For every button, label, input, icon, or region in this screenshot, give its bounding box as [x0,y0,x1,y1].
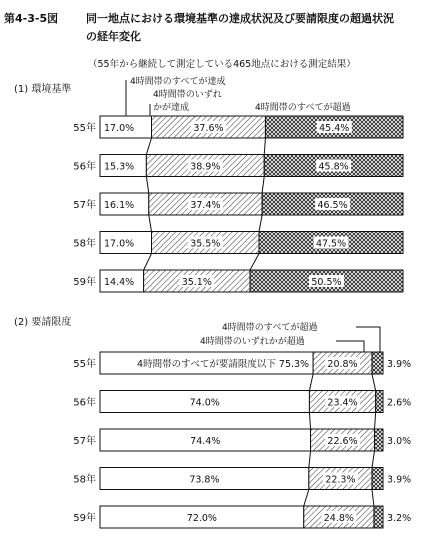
figure-title-line1: 同一地点における環境基準の達成状況及び要請限度の超過状況 [86,12,394,25]
data-label: 45.8% [318,161,349,173]
data-label: 2.6% [387,397,412,409]
data-label: 3.0% [387,436,412,447]
bar-segment [374,506,383,528]
section1-bars [73,116,403,292]
category-label: 59年 [73,277,96,288]
figure-title-line2: の経年変化 [86,30,141,43]
data-label: 73.8% [189,474,220,486]
connector-line [149,215,152,232]
data-label: 15.3% [104,161,135,173]
data-label: 3.9% [387,359,412,370]
data-label: 24.8% [323,513,354,524]
data-label: 3.9% [387,474,412,486]
bar-segment [375,429,383,451]
data-label: 35.1% [181,277,212,288]
data-label: 37.6% [193,123,224,134]
data-label: 3.2% [387,513,412,524]
legend1-s0: 4時間帯のすべてが達成 [130,77,226,87]
legend2-s2: 4時間帯のすべてが超過 [222,323,318,333]
data-label: 74.4% [190,436,221,447]
section2-label: (2) 要請限度 [14,317,72,328]
connector-line [250,254,259,271]
section2-legend [200,321,380,352]
category-label: 57年 [73,200,96,211]
connector-line [144,254,152,271]
data-label: 22.3% [325,474,356,486]
connector-line [264,138,265,155]
category-label: 55年 [73,123,96,134]
connector-line [259,215,262,232]
connector-line [372,451,375,468]
category-label: 57年 [73,436,96,447]
data-label: 20.8% [327,359,358,370]
data-label: 17.0% [104,238,135,250]
connector-line [375,413,376,430]
data-label: 46.5% [317,200,348,211]
data-label: 38.9% [190,161,221,173]
data-label: 50.5% [311,277,342,288]
legend2-leader-s1 [336,341,364,352]
legend1-s2: 4時間帯のすべてが超過 [255,103,351,113]
connector-line [372,490,374,507]
section1-label: (1) 環境基準 [14,84,72,95]
connector-line [309,374,313,391]
category-label: 56年 [73,161,96,173]
data-label: 17.0% [104,123,135,134]
category-label: 55年 [73,359,96,370]
figure-note: （55年から継続して測定している465地点における測定結果） [88,59,356,70]
data-label: 47.5% [315,238,347,250]
figure-number: 第4-3-5図 [4,12,59,25]
data-label: 35.5% [190,238,221,250]
category-label: 59年 [73,513,96,524]
section2-bars [73,352,411,528]
connector-line [309,451,311,468]
connector-line [262,177,264,194]
data-label: 45.4% [319,123,350,134]
data-label: 14.4% [104,277,135,288]
bar-segment [376,391,383,413]
connector-line [146,177,148,194]
data-label: 16.1% [104,200,135,211]
data-label: 22.6% [327,436,358,447]
legend1-s1-line2: かが達成 [153,103,190,113]
legend2-s1: 4時間帯のいずれかが超過 [200,337,305,347]
bar-segment [372,468,383,490]
data-label: 72.0% [186,513,217,524]
data-label: 23.4% [327,397,358,409]
bar-segment [372,352,383,374]
section1-legend [126,75,351,116]
legend1-s1-line1: 4時間帯のいずれ [153,90,222,100]
data-label: 74.0% [189,397,220,409]
data-label: 37.4% [190,200,221,211]
category-label: 56年 [73,397,96,409]
legend2-leader-s2 [356,327,380,352]
connector-line [309,413,310,430]
data-label: 4時間帯のすべてが要請限度以下 75.3% [137,359,310,370]
category-label: 58年 [73,238,96,250]
connector-line [304,490,309,507]
connector-line [146,138,151,155]
connector-line [372,374,376,391]
category-label: 58年 [73,474,96,486]
